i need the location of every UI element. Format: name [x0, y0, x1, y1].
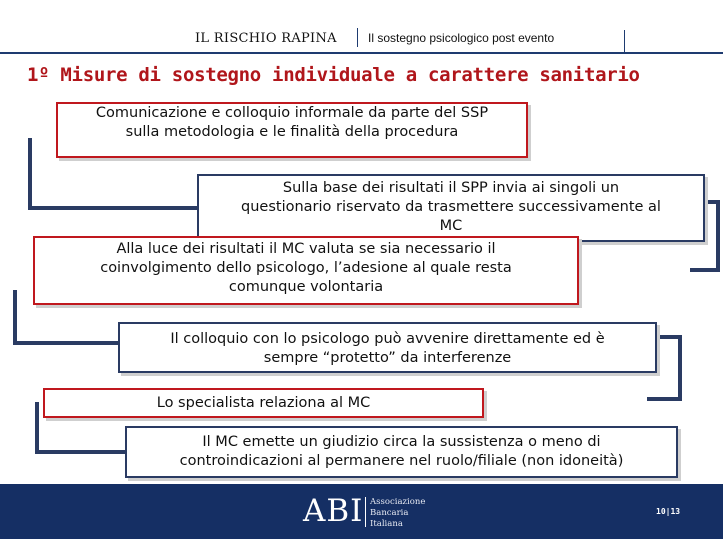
step-2-box: Sulla base dei risultati il SPP invia ai singoli un questionario riservato da trasmettere successivamente al MC — [197, 174, 705, 242]
header-title: IL RISCHIO RAPINA — [195, 31, 337, 46]
slide-title: 1º Misure di sostegno individuale a carattere sanitario — [27, 64, 640, 86]
logo-line-1: Associazione — [370, 497, 426, 507]
header-separator — [357, 28, 358, 47]
header-tick — [624, 30, 625, 52]
header-subtitle: Il sostegno psicologico post evento — [368, 31, 555, 45]
abi-logo: ABI — [303, 493, 364, 529]
step-5-box: Lo specialista relaziona al MC — [43, 388, 484, 418]
step-3-box: Alla luce dei risultati il MC valuta se sia necessario il coinvolgimento dello psicologo, l’adesione al quale resta comunque volontaria — [33, 236, 579, 305]
step-6-box: Il MC emette un giudizio circa la sussistenza o meno di controindicazioni al permanere nel ruolo/filiale (non idoneità) — [125, 426, 678, 478]
header-rule — [0, 52, 723, 54]
page-number: 10|13 — [656, 507, 681, 516]
logo-separator — [365, 497, 366, 527]
logo-line-3: Italiana — [370, 519, 403, 529]
step-1-box: Comunicazione e colloquio informale da parte del SSP sulla metodologia e le finalità della procedura — [56, 102, 528, 158]
step-4-box: Il colloquio con lo psicologo può avvenire direttamente ed è sempre “protetto” da interferenze — [118, 322, 657, 373]
logo-line-2: Bancaria — [370, 508, 409, 518]
